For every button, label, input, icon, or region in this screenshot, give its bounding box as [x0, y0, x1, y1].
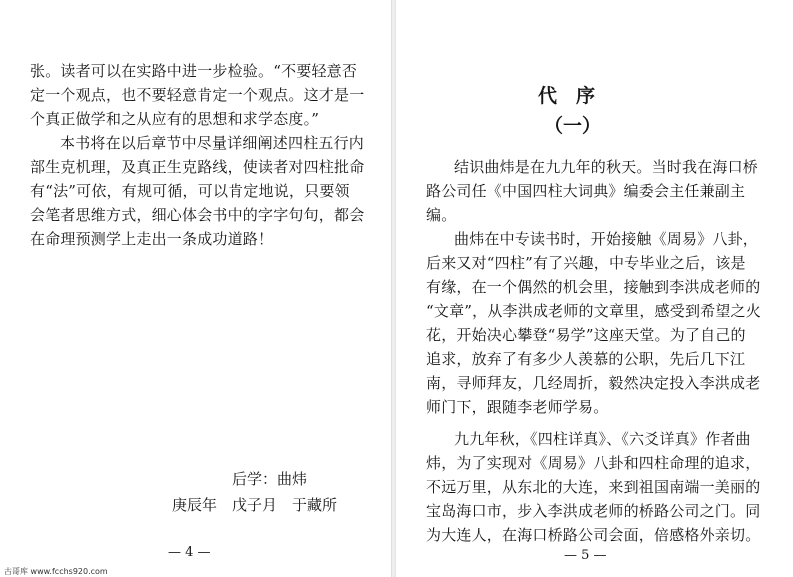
- text-line: 个真正做学和之从应有的思想和求学态度。”: [30, 110, 320, 128]
- text-line: 炜，为了实现对《周易》八卦和四柱命理的追求，: [426, 454, 761, 472]
- text-line: 师门下，跟随李老师学易。: [426, 398, 609, 416]
- right-page: [396, 0, 793, 577]
- text-line: 追求，放弃了有多少人羡慕的公职，先后几下江: [426, 350, 746, 368]
- text-line: 定一个观点，也不要轻意肯定一个观点。这才是一: [30, 86, 365, 104]
- text-line: 有“法”可依，有规可循，可以肯定地说，只要领: [30, 182, 350, 200]
- signature-date: 庚辰年 戊子月 于藏所: [172, 496, 338, 514]
- text-line: 为大连人，在海口桥路公司会面，倍感格外亲切。: [426, 526, 761, 544]
- text-line: 宝岛海口市，步入李洪成老师的桥路公司之门。同: [426, 502, 761, 520]
- text-line: 路公司任《中国四柱大词典》编委会主任兼副主: [426, 182, 746, 200]
- text-line: 曲炜在中专读书时，开始接触《周易》八卦，: [454, 230, 759, 248]
- text-line: 张。读者可以在实路中进一步检验。“不要轻意否: [30, 62, 358, 80]
- text-line: 花，开始决心攀登“易学”这座天堂。为了自己的: [426, 326, 746, 344]
- text-line: 不远万里，从东北的大连，来到祖国南端一美丽的: [426, 478, 761, 496]
- text-line: 九九年秋，《四柱详真》、《六爻详真》作者曲: [454, 430, 751, 448]
- page-number: — 4 —: [168, 545, 211, 560]
- section-subtitle: （一）: [544, 115, 602, 137]
- left-page: [0, 0, 392, 577]
- page-number: — 5 —: [564, 548, 607, 563]
- watermark-text: 古哥库 www.fcchs920.com: [4, 567, 108, 576]
- text-line: “文章”，从李洪成老师的文章里，感受到希望之火: [426, 302, 761, 320]
- text-line: 南，寻师拜友，几经周折，毅然决定投入李洪成老: [426, 374, 761, 392]
- text-line: 后来又对“四柱”有了兴趣，中专毕业之后，该是: [426, 254, 746, 272]
- text-line: 部生克机理，及真正生克路线，使读者对四柱批命: [30, 158, 365, 176]
- text-line: 会笔者思维方式，细心体会书中的字字句句，都会: [30, 206, 365, 224]
- section-title: 代 序: [538, 85, 596, 107]
- text-line: 在命理预测学上走出一条成功道路！: [30, 230, 274, 248]
- text-line: 编。: [426, 206, 457, 224]
- signature-author: 后学：曲炜: [232, 470, 308, 488]
- text-line: 有缘，在一个偶然的机会里，接触到李洪成老师的: [426, 278, 761, 296]
- text-line: 结识曲炜是在九九年的秋天。当时我在海口桥: [454, 158, 759, 176]
- text-line: 本书将在以后章节中尽量详细阐述四柱五行内: [60, 134, 365, 152]
